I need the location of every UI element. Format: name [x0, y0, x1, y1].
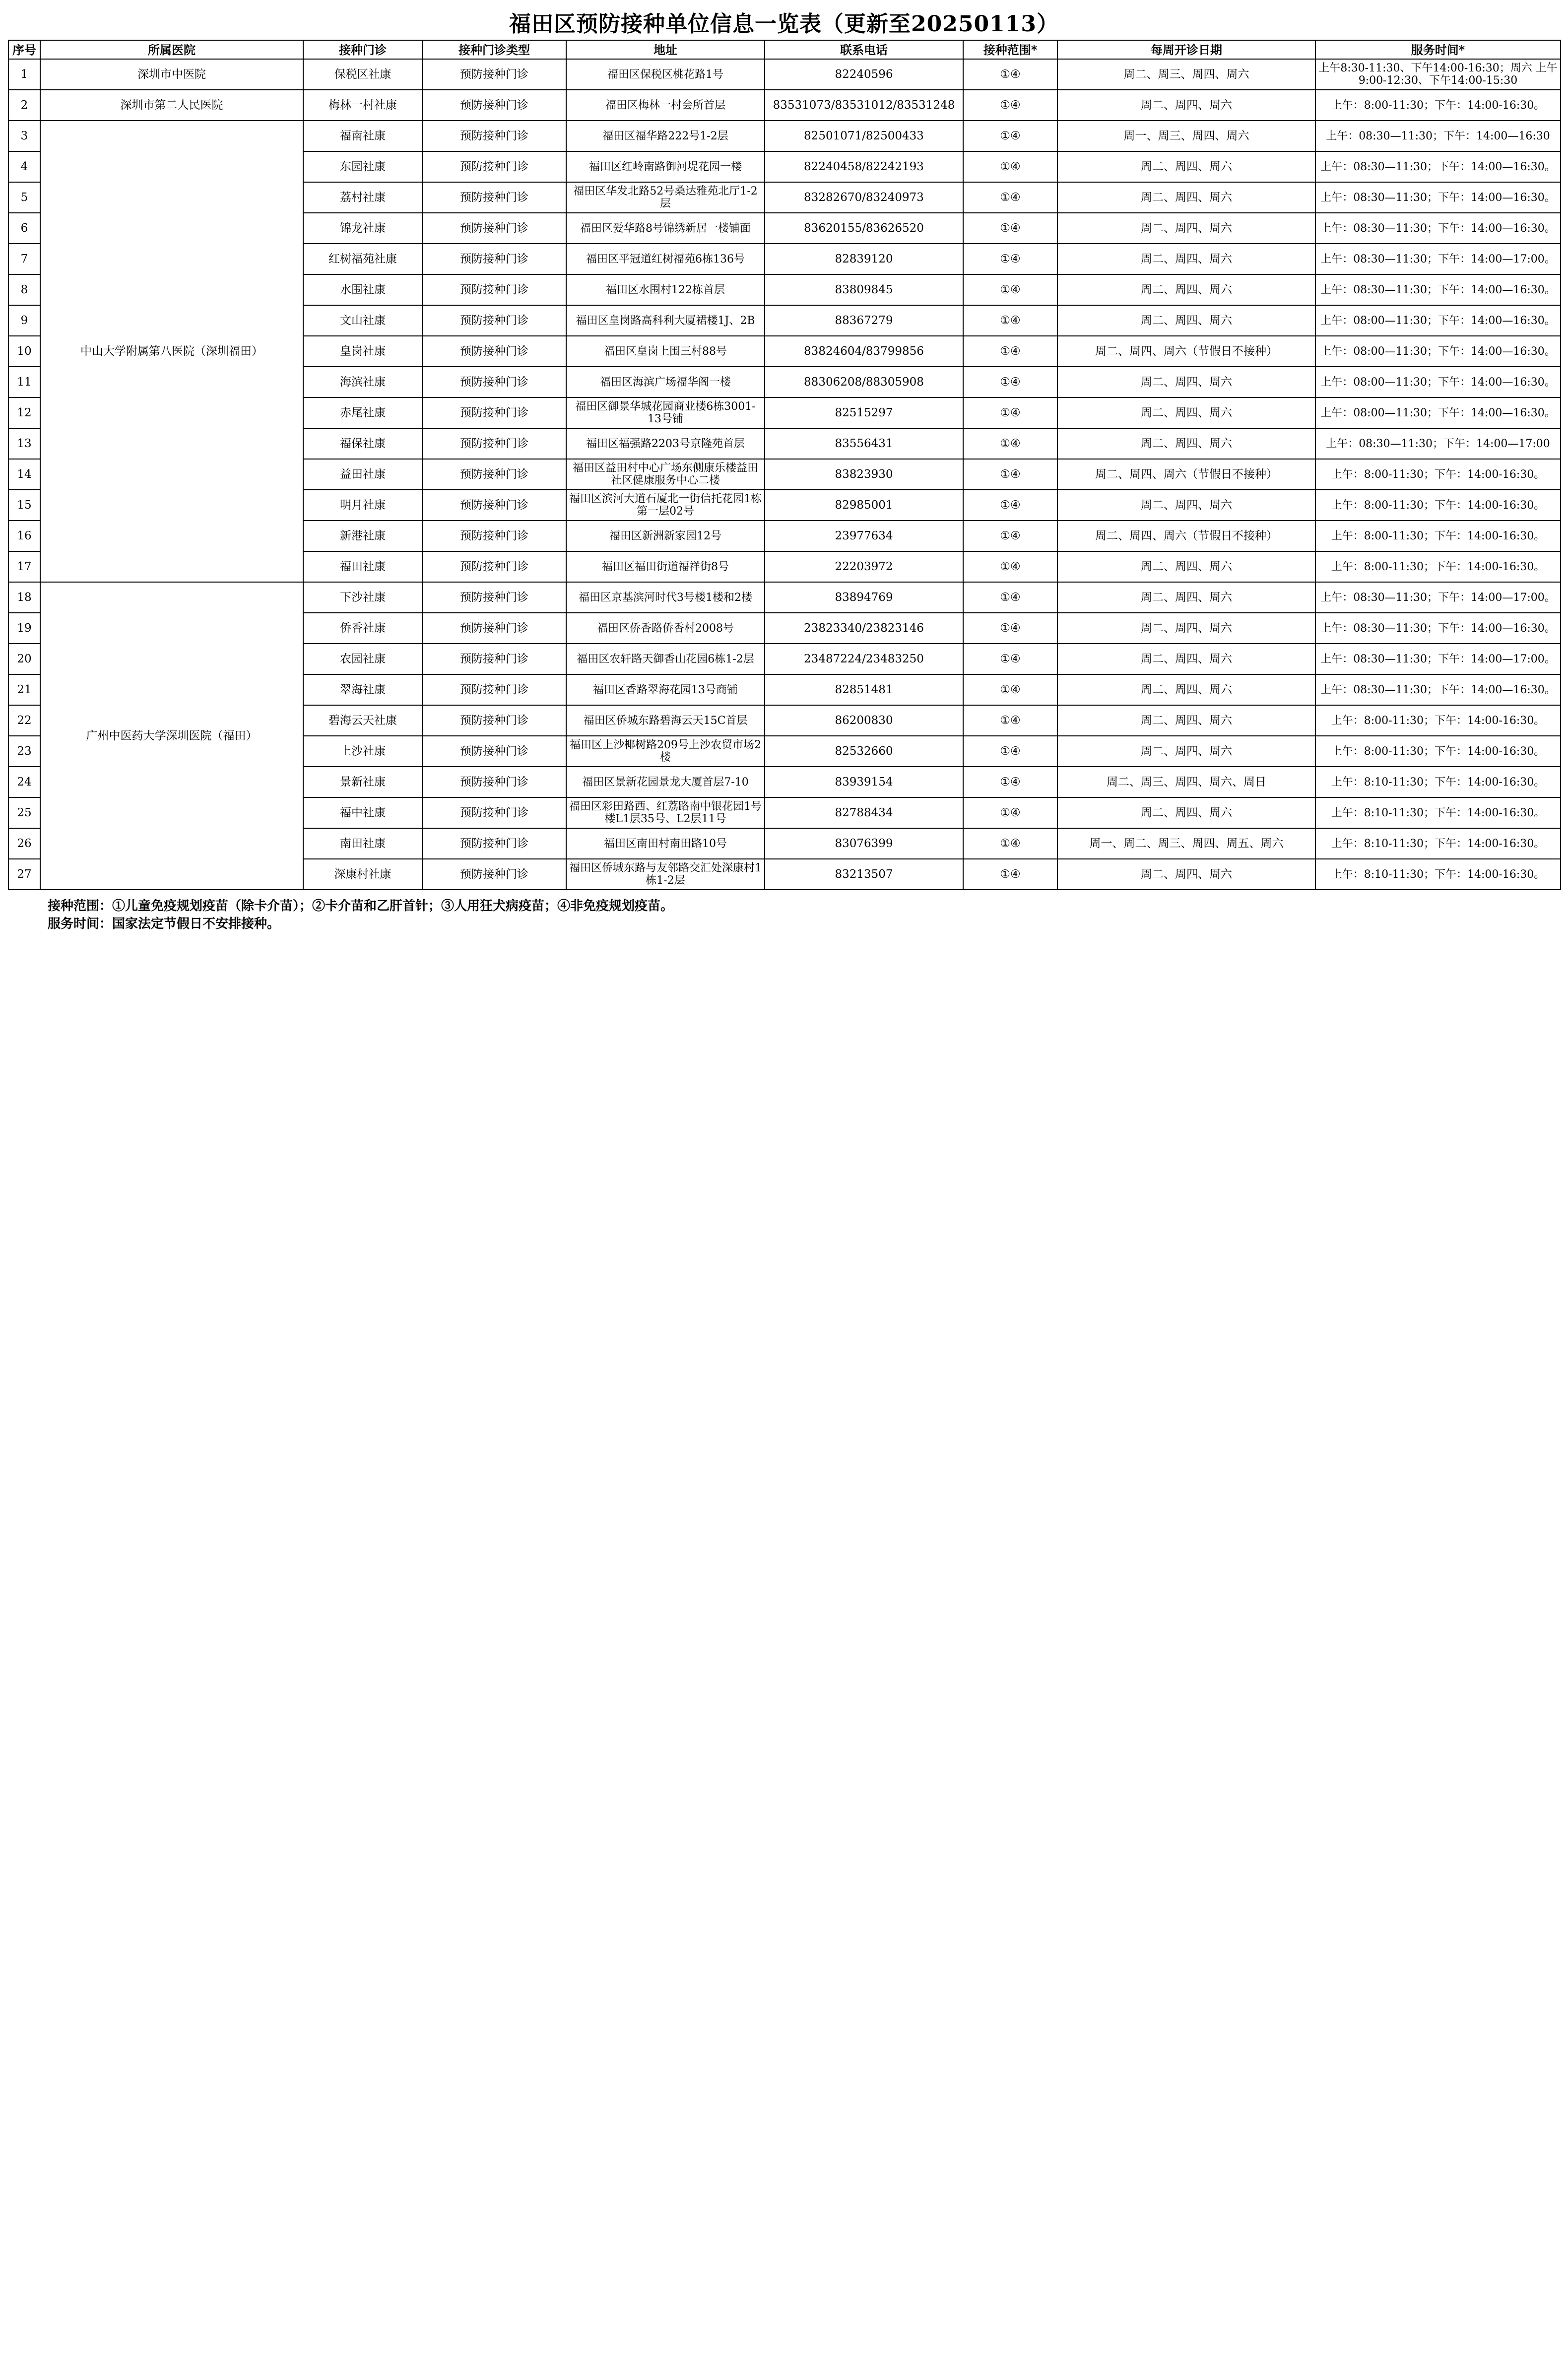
cell-type: 预防接种门诊 [422, 151, 566, 182]
header-phone: 联系电话 [765, 40, 963, 59]
cell-type: 预防接种门诊 [422, 551, 566, 582]
cell-hours: 上午：8:00-11:30；下午：14:00-16:30。 [1315, 90, 1561, 121]
cell-no: 27 [8, 859, 40, 890]
cell-hospital: 深圳市第二人民医院 [40, 90, 303, 121]
cell-address: 福田区新洲新家园12号 [566, 521, 765, 551]
cell-no: 4 [8, 151, 40, 182]
cell-clinic: 益田社康 [303, 459, 422, 490]
cell-type: 预防接种门诊 [422, 859, 566, 890]
cell-clinic: 新港社康 [303, 521, 422, 551]
cell-address: 福田区海滨广场福华阁一楼 [566, 367, 765, 397]
cell-clinic: 海滨社康 [303, 367, 422, 397]
cell-hours: 上午：08:00—11:30；下午：14:00—16:30。 [1315, 305, 1561, 336]
cell-clinic: 福田社康 [303, 551, 422, 582]
cell-hospital: 广州中医药大学深圳医院（福田） [40, 582, 303, 890]
table-row [8, 121, 1561, 151]
cell-hours: 上午：08:30—11:30；下午：14:00—17:00。 [1315, 582, 1561, 613]
cell-hours: 上午：08:30—11:30；下午：14:00—17:00。 [1315, 244, 1561, 274]
cell-scope: ①④ [963, 397, 1057, 428]
cell-hours: 上午：8:00-11:30；下午：14:00-16:30。 [1315, 551, 1561, 582]
cell-days: 周二、周四、周六 [1057, 736, 1315, 767]
cell-type: 预防接种门诊 [422, 736, 566, 767]
cell-type: 预防接种门诊 [422, 367, 566, 397]
cell-clinic: 农园社康 [303, 644, 422, 674]
cell-phone: 82985001 [765, 490, 963, 521]
cell-clinic: 翠海社康 [303, 674, 422, 705]
cell-hours: 上午：8:10-11:30；下午：14:00-16:30。 [1315, 828, 1561, 859]
cell-address: 福田区景新花园景龙大厦首层7-10 [566, 767, 765, 797]
cell-phone: 83894769 [765, 582, 963, 613]
cell-no: 14 [8, 459, 40, 490]
cell-no: 5 [8, 182, 40, 213]
cell-days: 周二、周四、周六 [1057, 490, 1315, 521]
cell-clinic: 景新社康 [303, 767, 422, 797]
cell-phone: 88367279 [765, 305, 963, 336]
cell-phone: 23823340/23823146 [765, 613, 963, 644]
cell-type: 预防接种门诊 [422, 274, 566, 305]
cell-scope: ①④ [963, 613, 1057, 644]
cell-hours: 上午：8:00-11:30；下午：14:00-16:30。 [1315, 521, 1561, 551]
cell-no: 16 [8, 521, 40, 551]
cell-days: 周二、周四、周六 [1057, 213, 1315, 244]
header-no: 序号 [8, 40, 40, 59]
cell-phone: 83823930 [765, 459, 963, 490]
cell-days: 周二、周四、周六 [1057, 859, 1315, 890]
cell-type: 预防接种门诊 [422, 397, 566, 428]
cell-days: 周二、周四、周六 [1057, 674, 1315, 705]
cell-scope: ①④ [963, 767, 1057, 797]
cell-days: 周二、周四、周六 [1057, 90, 1315, 121]
cell-address: 福田区福强路2203号京隆苑首层 [566, 428, 765, 459]
footer-notes [8, 897, 1560, 933]
cell-days: 周二、周四、周六 [1057, 551, 1315, 582]
cell-hours: 上午：08:30—11:30；下午：14:00—16:30。 [1315, 613, 1561, 644]
cell-scope: ①④ [963, 305, 1057, 336]
cell-scope: ①④ [963, 274, 1057, 305]
cell-scope: ①④ [963, 521, 1057, 551]
cell-address: 福田区红岭南路御河堤花园一楼 [566, 151, 765, 182]
cell-days: 周二、周四、周六（节假日不接种） [1057, 336, 1315, 367]
cell-phone: 83809845 [765, 274, 963, 305]
cell-clinic: 荔村社康 [303, 182, 422, 213]
cell-phone: 83620155/83626520 [765, 213, 963, 244]
cell-scope: ①④ [963, 644, 1057, 674]
cell-address: 福田区侨城东路碧海云天15C首层 [566, 705, 765, 736]
cell-phone: 23487224/23483250 [765, 644, 963, 674]
cell-address: 福田区上沙椰树路209号上沙农贸市场2楼 [566, 736, 765, 767]
cell-address: 福田区爱华路8号锦绣新居一楼铺面 [566, 213, 765, 244]
cell-clinic: 福中社康 [303, 797, 422, 828]
cell-type: 预防接种门诊 [422, 459, 566, 490]
cell-hours: 上午：08:30—11:30；下午：14:00—16:30。 [1315, 674, 1561, 705]
cell-clinic: 锦龙社康 [303, 213, 422, 244]
cell-type: 预防接种门诊 [422, 121, 566, 151]
cell-phone: 86200830 [765, 705, 963, 736]
cell-scope: ①④ [963, 182, 1057, 213]
cell-hospital: 深圳市中医院 [40, 59, 303, 90]
cell-phone: 83282670/83240973 [765, 182, 963, 213]
cell-address: 福田区水围村122栋首层 [566, 274, 765, 305]
cell-type: 预防接种门诊 [422, 828, 566, 859]
cell-phone: 82839120 [765, 244, 963, 274]
cell-no: 22 [8, 705, 40, 736]
cell-days: 周二、周四、周六 [1057, 582, 1315, 613]
cell-address: 福田区保税区桃花路1号 [566, 59, 765, 90]
cell-clinic: 红树福苑社康 [303, 244, 422, 274]
cell-days: 周一、周二、周三、周四、周五、周六 [1057, 828, 1315, 859]
cell-clinic: 侨香社康 [303, 613, 422, 644]
cell-no: 9 [8, 305, 40, 336]
cell-type: 预防接种门诊 [422, 244, 566, 274]
cell-hours: 上午：8:10-11:30；下午：14:00-16:30。 [1315, 797, 1561, 828]
cell-hours: 上午：08:00—11:30；下午：14:00—16:30。 [1315, 397, 1561, 428]
cell-hours: 上午：8:00-11:30；下午：14:00-16:30。 [1315, 490, 1561, 521]
cell-no: 3 [8, 121, 40, 151]
cell-address: 福田区皇岗上围三村88号 [566, 336, 765, 367]
cell-type: 预防接种门诊 [422, 213, 566, 244]
cell-scope: ①④ [963, 336, 1057, 367]
cell-no: 10 [8, 336, 40, 367]
cell-address: 福田区侨香路侨香村2008号 [566, 613, 765, 644]
cell-phone: 83556431 [765, 428, 963, 459]
cell-address: 福田区京基滨河时代3号楼1楼和2楼 [566, 582, 765, 613]
cell-days: 周二、周四、周六 [1057, 367, 1315, 397]
cell-phone: 82788434 [765, 797, 963, 828]
cell-no: 1 [8, 59, 40, 90]
table-row [8, 90, 1561, 121]
cell-no: 20 [8, 644, 40, 674]
cell-no: 21 [8, 674, 40, 705]
cell-days: 周二、周四、周六 [1057, 797, 1315, 828]
header-clinic: 接种门诊 [303, 40, 422, 59]
cell-days: 周二、周四、周六（节假日不接种） [1057, 521, 1315, 551]
cell-no: 12 [8, 397, 40, 428]
cell-scope: ①④ [963, 490, 1057, 521]
cell-scope: ①④ [963, 736, 1057, 767]
cell-address: 福田区滨河大道石厦北一街信托花园1栋第一层02号 [566, 490, 765, 521]
cell-phone: 83531073/83531012/83531248 [765, 90, 963, 121]
cell-phone: 83939154 [765, 767, 963, 797]
cell-phone: 83824604/83799856 [765, 336, 963, 367]
cell-hours: 上午：8:10-11:30；下午：14:00-16:30。 [1315, 859, 1561, 890]
cell-type: 预防接种门诊 [422, 674, 566, 705]
cell-scope: ①④ [963, 674, 1057, 705]
cell-days: 周二、周四、周六（节假日不接种） [1057, 459, 1315, 490]
cell-clinic: 南田社康 [303, 828, 422, 859]
cell-phone: 83213507 [765, 859, 963, 890]
cell-address: 福田区御景华城花园商业楼6栋3001-13号铺 [566, 397, 765, 428]
cell-clinic: 水围社康 [303, 274, 422, 305]
cell-hours: 上午：08:30—11:30；下午：14:00—16:30 [1315, 121, 1561, 151]
cell-clinic: 明月社康 [303, 490, 422, 521]
cell-clinic: 福保社康 [303, 428, 422, 459]
cell-no: 24 [8, 767, 40, 797]
cell-address: 福田区南田村南田路10号 [566, 828, 765, 859]
cell-clinic: 梅林一村社康 [303, 90, 422, 121]
cell-no: 15 [8, 490, 40, 521]
header-address: 地址 [566, 40, 765, 59]
cell-address: 福田区彩田路西、红荔路南中银花园1号楼L1层35号、L2层11号 [566, 797, 765, 828]
cell-scope: ①④ [963, 121, 1057, 151]
cell-days: 周二、周四、周六 [1057, 397, 1315, 428]
cell-type: 预防接种门诊 [422, 705, 566, 736]
cell-hours: 上午：08:00—11:30；下午：14:00—16:30。 [1315, 336, 1561, 367]
cell-days: 周二、周四、周六 [1057, 428, 1315, 459]
cell-hours: 上午：08:30—11:30；下午：14:00—16:30。 [1315, 274, 1561, 305]
cell-clinic: 上沙社康 [303, 736, 422, 767]
cell-clinic: 赤尾社康 [303, 397, 422, 428]
cell-scope: ①④ [963, 428, 1057, 459]
header-type: 接种门诊类型 [422, 40, 566, 59]
header-scope: 接种范围* [963, 40, 1057, 59]
cell-phone: 82240596 [765, 59, 963, 90]
cell-scope: ①④ [963, 828, 1057, 859]
cell-hours: 上午8:30-11:30、下午14:00-16:30；周六 上午9:00-12:30、下午14:00-15:30 [1315, 59, 1561, 90]
cell-phone: 82501071/82500433 [765, 121, 963, 151]
cell-scope: ①④ [963, 367, 1057, 397]
cell-days: 周二、周四、周六 [1057, 244, 1315, 274]
cell-scope: ①④ [963, 213, 1057, 244]
cell-type: 预防接种门诊 [422, 336, 566, 367]
cell-days: 周二、周四、周六 [1057, 305, 1315, 336]
cell-no: 19 [8, 613, 40, 644]
cell-no: 23 [8, 736, 40, 767]
cell-days: 周二、周四、周六 [1057, 151, 1315, 182]
cell-type: 预防接种门诊 [422, 521, 566, 551]
cell-no: 17 [8, 551, 40, 582]
vaccination-table [8, 40, 1561, 890]
cell-hours: 上午：08:30—11:30；下午：14:00—17:00 [1315, 428, 1561, 459]
cell-hours: 上午：8:00-11:30；下午：14:00-16:30。 [1315, 459, 1561, 490]
cell-address: 福田区华发北路52号桑达雅苑北厅1-2层 [566, 182, 765, 213]
cell-address: 福田区农轩路天御香山花园6栋1-2层 [566, 644, 765, 674]
cell-phone: 22203972 [765, 551, 963, 582]
cell-days: 周二、周四、周六 [1057, 613, 1315, 644]
cell-clinic: 福南社康 [303, 121, 422, 151]
cell-address: 福田区香路翠海花园13号商铺 [566, 674, 765, 705]
cell-no: 8 [8, 274, 40, 305]
cell-phone: 88306208/88305908 [765, 367, 963, 397]
cell-phone: 23977634 [765, 521, 963, 551]
cell-scope: ①④ [963, 151, 1057, 182]
cell-scope: ①④ [963, 59, 1057, 90]
cell-days: 周二、周三、周四、周六 [1057, 59, 1315, 90]
cell-type: 预防接种门诊 [422, 428, 566, 459]
header-hours: 服务时间* [1315, 40, 1561, 59]
cell-type: 预防接种门诊 [422, 59, 566, 90]
cell-scope: ①④ [963, 244, 1057, 274]
cell-hours: 上午：8:00-11:30；下午：14:00-16:30。 [1315, 736, 1561, 767]
cell-hours: 上午：08:00—11:30；下午：14:00—16:30。 [1315, 367, 1561, 397]
cell-phone: 82240458/82242193 [765, 151, 963, 182]
cell-hours: 上午：08:30—11:30；下午：14:00—17:00。 [1315, 644, 1561, 674]
cell-address: 福田区侨城东路与友邻路交汇处深康村1栋1-2层 [566, 859, 765, 890]
page-title: 福田区预防接种单位信息一览表（更新至20250113） [509, 11, 1059, 37]
cell-days: 周二、周四、周六 [1057, 644, 1315, 674]
cell-hours: 上午：08:30—11:30；下午：14:00—16:30。 [1315, 151, 1561, 182]
cell-hours: 上午：08:30—11:30；下午：14:00—16:30。 [1315, 213, 1561, 244]
cell-no: 13 [8, 428, 40, 459]
header-days: 每周开诊日期 [1057, 40, 1315, 59]
cell-days: 周一、周三、周四、周六 [1057, 121, 1315, 151]
cell-clinic: 碧海云天社康 [303, 705, 422, 736]
cell-clinic: 下沙社康 [303, 582, 422, 613]
cell-address: 福田区梅林一村会所首层 [566, 90, 765, 121]
cell-hours: 上午：8:00-11:30；下午：14:00-16:30。 [1315, 705, 1561, 736]
cell-days: 周二、周四、周六 [1057, 182, 1315, 213]
cell-no: 6 [8, 213, 40, 244]
cell-type: 预防接种门诊 [422, 644, 566, 674]
cell-scope: ①④ [963, 582, 1057, 613]
header-hospital: 所属医院 [40, 40, 303, 59]
cell-type: 预防接种门诊 [422, 490, 566, 521]
cell-type: 预防接种门诊 [422, 182, 566, 213]
cell-type: 预防接种门诊 [422, 90, 566, 121]
cell-phone: 82851481 [765, 674, 963, 705]
scope-note: 接种范围：①儿童免疫规划疫苗（除卡介苗）；②卡介苗和乙肝首针；③人用狂犬病疫苗；④非免疫规划疫苗。 [48, 899, 674, 914]
cell-hours: 上午：8:10-11:30；下午：14:00-16:30。 [1315, 767, 1561, 797]
cell-days: 周二、周四、周六 [1057, 705, 1315, 736]
table-row [8, 582, 1561, 613]
cell-clinic: 深康村社康 [303, 859, 422, 890]
cell-scope: ①④ [963, 859, 1057, 890]
cell-hours: 上午：08:30—11:30；下午：14:00—16:30。 [1315, 182, 1561, 213]
cell-scope: ①④ [963, 551, 1057, 582]
cell-clinic: 皇岗社康 [303, 336, 422, 367]
cell-no: 2 [8, 90, 40, 121]
cell-address: 福田区益田村中心广场东侧康乐楼益田社区健康服务中心二楼 [566, 459, 765, 490]
cell-hospital: 中山大学附属第八医院（深圳福田） [40, 121, 303, 582]
cell-clinic: 保税区社康 [303, 59, 422, 90]
cell-phone: 82515297 [765, 397, 963, 428]
cell-no: 18 [8, 582, 40, 613]
cell-clinic: 文山社康 [303, 305, 422, 336]
cell-address: 福田区平冠道红树福苑6栋136号 [566, 244, 765, 274]
cell-clinic: 东园社康 [303, 151, 422, 182]
cell-phone: 82532660 [765, 736, 963, 767]
cell-no: 7 [8, 244, 40, 274]
cell-type: 预防接种门诊 [422, 582, 566, 613]
cell-type: 预防接种门诊 [422, 797, 566, 828]
cell-address: 福田区皇岗路高科利大厦裙楼1J、2B [566, 305, 765, 336]
cell-days: 周二、周三、周四、周六、周日 [1057, 767, 1315, 797]
cell-no: 25 [8, 797, 40, 828]
table-header-row [8, 40, 1561, 59]
cell-no: 26 [8, 828, 40, 859]
cell-days: 周二、周四、周六 [1057, 274, 1315, 305]
cell-type: 预防接种门诊 [422, 613, 566, 644]
cell-scope: ①④ [963, 459, 1057, 490]
cell-no: 11 [8, 367, 40, 397]
table-row [8, 59, 1561, 90]
cell-scope: ①④ [963, 705, 1057, 736]
cell-type: 预防接种门诊 [422, 767, 566, 797]
cell-address: 福田区福华路222号1-2层 [566, 121, 765, 151]
cell-phone: 83076399 [765, 828, 963, 859]
cell-scope: ①④ [963, 797, 1057, 828]
cell-address: 福田区福田街道福祥街8号 [566, 551, 765, 582]
cell-type: 预防接种门诊 [422, 305, 566, 336]
time-note: 服务时间：国家法定节假日不安排接种。 [48, 917, 280, 931]
cell-scope: ①④ [963, 90, 1057, 121]
